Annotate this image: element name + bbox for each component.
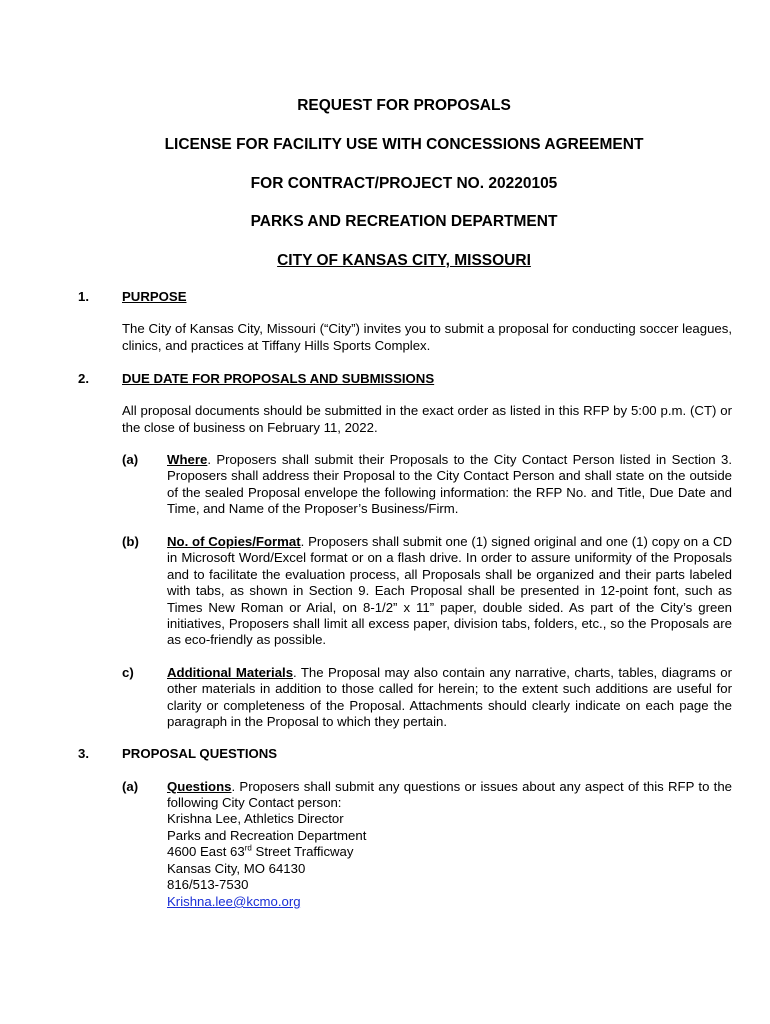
contact-block [167,811,366,911]
section-2c-text [167,665,732,731]
contact-email-link[interactable]: Krishna.lee@kcmo.org [167,893,301,909]
section-1-heading: PURPOSE [122,289,187,304]
section-2b-body: . Proposers shall submit one (1) signed original and one (1) copy on a CD in Microsoft Word/Excel format or on a flash drive. In order to assure uniformity of the Proposals and to facilitate the evaluation process, all Proposals shall be organized and their parts labeled with tabs, as shown in Section 9. Each Proposal shall be presented in 12-point font, such as Times New Roman or Arial, on 8-1/2” x 11” paper, double sided. As part of the City’s green initiatives, Proposers shall limit all excess paper, division tabs, folders, etc., so the Proposals are as eco-friendly as possible. [167,534,732,648]
contact-department: Parks and Recreation Department [167,827,367,843]
doc-title: REQUEST FOR PROPOSALS [297,97,511,114]
section-1-number: 1. [78,289,89,304]
section-1-body: The City of Kansas City, Missouri (“City”) invites you to submit a proposal for conducting soccer leagues, clinics, and practices at Tiffany Hills Sports Complex. [122,321,732,353]
section-2c-body: . The Proposal may also contain any narrative, charts, tables, diagrams or other materials in addition to those called for herein; to the extent such additions are useful for clarity or completeness of the Proposal. Attachments should clearly indicate on each page the paragraph in the Proposal to which they pertain. [167,665,732,730]
section-3a-body: . Proposers shall submit any questions or issues about any aspect of this RFP to the following City Contact person: [167,779,732,811]
section-2a-text [167,452,732,518]
contact-street-ordinal: rd [244,843,252,853]
contact-name: Krishna Lee, Athletics Director [167,811,344,826]
section-2b-text [167,534,732,649]
contact-city: Kansas City, MO 64130 [167,860,306,876]
contact-street [167,844,366,861]
doc-department: PARKS AND RECREATION DEPARTMENT [250,213,558,230]
contact-street-number: 4600 East 63 [167,844,245,860]
section-2a-label: (a) [122,452,139,467]
section-2-heading: DUE DATE FOR PROPOSALS AND SUBMISSIONS [122,371,435,386]
section-2c-label: c) [122,665,134,680]
doc-contract-number: FOR CONTRACT/PROJECT NO. 20220105 [250,175,558,192]
section-3-number: 3. [78,746,89,761]
section-3a-label: (a) [122,779,139,794]
section-2-number: 2. [78,371,89,386]
doc-city: CITY OF KANSAS CITY, MISSOURI [277,252,531,269]
section-2b-lead: No. of Copies/Format [167,534,301,549]
section-3a-text [167,779,732,812]
section-2a-lead: Where [167,452,208,467]
section-3-heading: PROPOSAL QUESTIONS [122,746,278,761]
doc-subtitle-license: LICENSE FOR FACILITY USE WITH CONCESSIONS AGREEMENT [164,136,644,153]
section-2c-lead: Additional Materials [167,665,294,680]
section-2b-label: (b) [122,534,139,549]
contact-phone: 816/513-7530 [167,877,249,893]
contact-street-name: Street Trafficway [251,844,354,860]
section-2-body: All proposal documents should be submitted in the exact order as listed in this RFP by 5:00 p.m. (CT) or the close of business on February 11, 2022. [122,403,732,435]
section-2a-body: . Proposers shall submit their Proposals to the City Contact Person listed in Section 3. Proposers shall address their Proposal to the City Contact Person and shall state on the outside of the sealed Proposal envelope the following information: the RFP No. and Title, Due Date and Time, and Name of the Proposer’s Business/Firm. [167,452,732,517]
section-3a-lead: Questions [167,779,232,794]
